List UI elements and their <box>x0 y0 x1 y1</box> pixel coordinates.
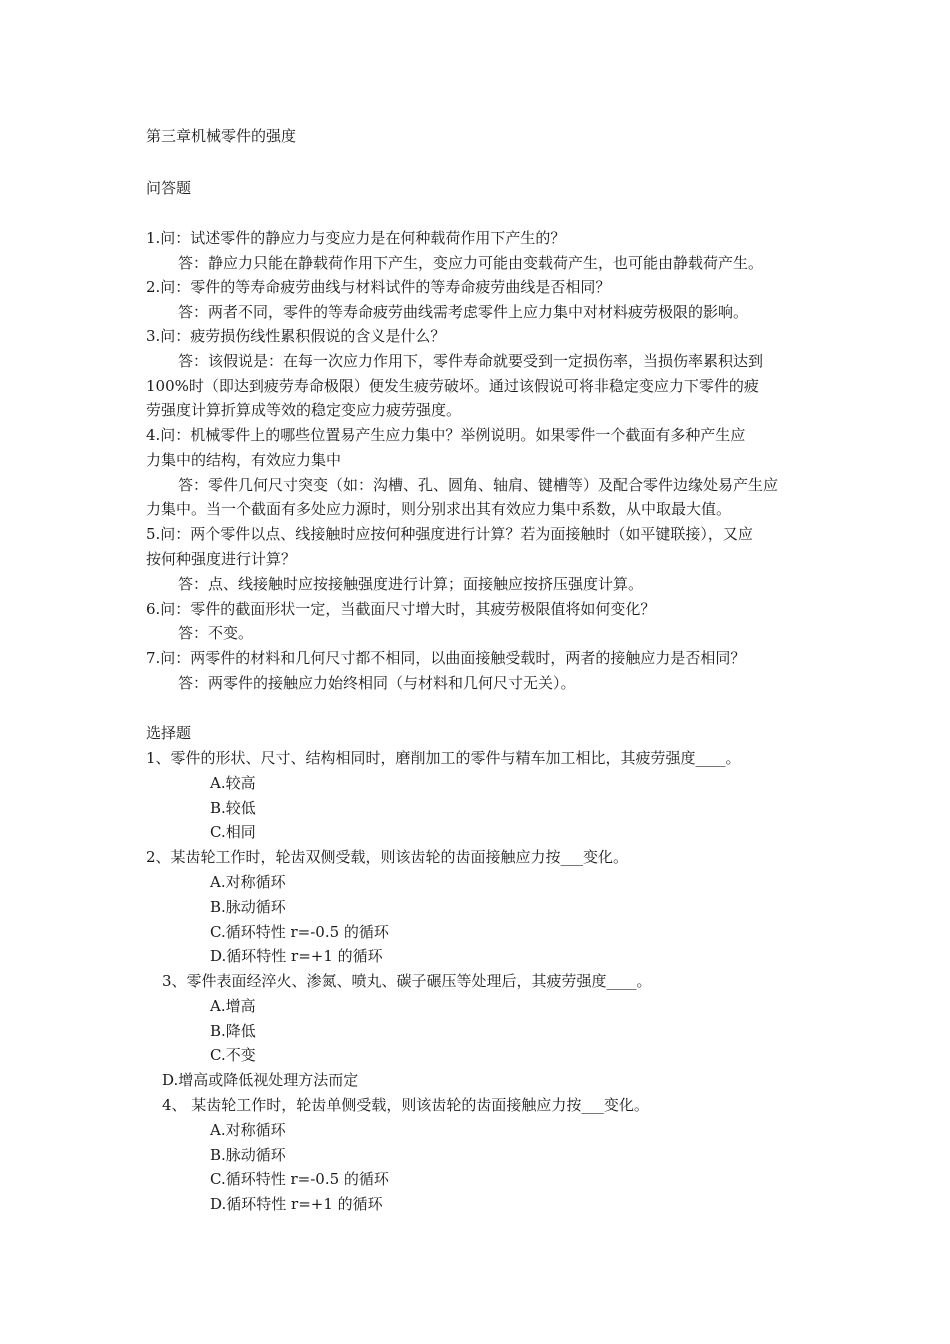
qa-question-6: 6.问：零件的截面形状一定，当截面尺寸增大时，其疲劳极限值将如何变化？ <box>146 600 656 618</box>
mc-3-option-c: C.不变 <box>210 1046 256 1064</box>
mc-2-option-a: A.对称循环 <box>210 873 286 891</box>
mc-3-option-b: B.降低 <box>210 1022 256 1040</box>
mc-2-option-c: C.循环特性 r=-0.5 的循环 <box>210 923 389 941</box>
qa-question-7: 7.问：两零件的材料和几何尺寸都不相同，以曲面接触受载时，两者的接触应力是否相同？ <box>146 649 746 667</box>
mc-1-option-b: B.较低 <box>210 799 256 817</box>
qa-question-4-line-2: 力集中的结构，有效应力集中 <box>146 451 342 469</box>
mc-question-2: 2、某齿轮工作时，轮齿双侧受载，则该齿轮的齿面接触应力按___变化。 <box>146 848 629 866</box>
chapter-title: 第三章机械零件的强度 <box>146 127 297 145</box>
qa-answer-1: 答：静应力只能在静载荷作用下产生，变应力可能由变载荷产生，也可能由静载荷产生。 <box>178 254 764 272</box>
qa-answer-4-line-1: 答：零件几何尺寸突变（如：沟槽、孔、圆角、轴肩、键槽等）及配合零件边缘处易产生应 <box>178 476 779 494</box>
qa-answer-4-line-2: 力集中。当一个截面有多处应力源时，则分别求出其有效应力集中系数，从中取最大值。 <box>146 500 732 518</box>
mc-question-4: 4、 某齿轮工作时，轮齿单侧受载，则该齿轮的齿面接触应力按___变化。 <box>162 1096 649 1114</box>
mc-3-option-a: A.增高 <box>210 997 256 1015</box>
mc-4-option-b: B.脉动循环 <box>210 1146 286 1164</box>
qa-question-5-line-2: 按何种强度进行计算？ <box>146 550 297 568</box>
mc-question-3: 3、零件表面经淬火、渗氮、喷丸、碳子碾压等处理后，其疲劳强度____。 <box>162 972 652 990</box>
mc-2-option-b: B.脉动循环 <box>210 898 286 916</box>
qa-question-4-line-1: 4.问：机械零件上的哪些位置易产生应力集中？举例说明。如果零件一个截面有多种产生应 <box>146 426 746 444</box>
qa-answer-5: 答：点、线接触时应按接触强度进行计算；面接触应按挤压强度计算。 <box>178 575 644 593</box>
mc-section-title: 选择题 <box>146 724 192 742</box>
qa-answer-7: 答：两零件的接触应力始终相同（与材料和几何尺寸无关）。 <box>178 674 576 692</box>
mc-question-1: 1、零件的形状、尺寸、结构相同时，磨削加工的零件与精车加工相比，其疲劳强度____。 <box>146 749 741 767</box>
qa-question-5-line-1: 5.问：两个零件以点、线接触时应按何种强度进行计算？若为面接触时（如平键联接），又应 <box>146 525 753 543</box>
qa-answer-6: 答：不变。 <box>178 624 254 642</box>
mc-4-option-c: C.循环特性 r=-0.5 的循环 <box>210 1170 389 1188</box>
qa-answer-3-line-1: 答：该假说是：在每一次应力作用下，零件寿命就要受到一定损伤率，当损伤率累积达到 <box>178 352 764 370</box>
mc-1-option-a: A.较高 <box>210 774 256 792</box>
qa-question-3: 3.问：疲劳损伤线性累积假说的含义是什么？ <box>146 327 446 345</box>
qa-section-title: 问答题 <box>146 179 192 197</box>
qa-answer-3-line-2: 100%时（即达到疲劳寿命极限）便发生疲劳破坏。通过该假说可将非稳定变应力下零件的疲 <box>146 377 759 395</box>
mc-2-option-d: D.循环特性 r=+1 的循环 <box>210 947 383 965</box>
qa-question-1: 1.问：试述零件的静应力与变应力是在何种载荷作用下产生的？ <box>146 229 566 247</box>
mc-1-option-c: C.相同 <box>210 823 256 841</box>
mc-4-option-d: D.循环特性 r=+1 的循环 <box>210 1195 383 1213</box>
qa-question-2: 2.问：零件的等寿命疲劳曲线与材料试件的等寿命疲劳曲线是否相同？ <box>146 278 611 296</box>
qa-answer-2: 答：两者不同，零件的等寿命疲劳曲线需考虑零件上应力集中对材料疲劳极限的影响。 <box>178 303 749 321</box>
mc-3-option-d: D.增高或降低视处理方法而定 <box>162 1071 359 1089</box>
qa-answer-3-line-3: 劳强度计算折算成等效的稳定变应力疲劳强度。 <box>146 401 462 419</box>
mc-4-option-a: A.对称循环 <box>210 1121 286 1139</box>
